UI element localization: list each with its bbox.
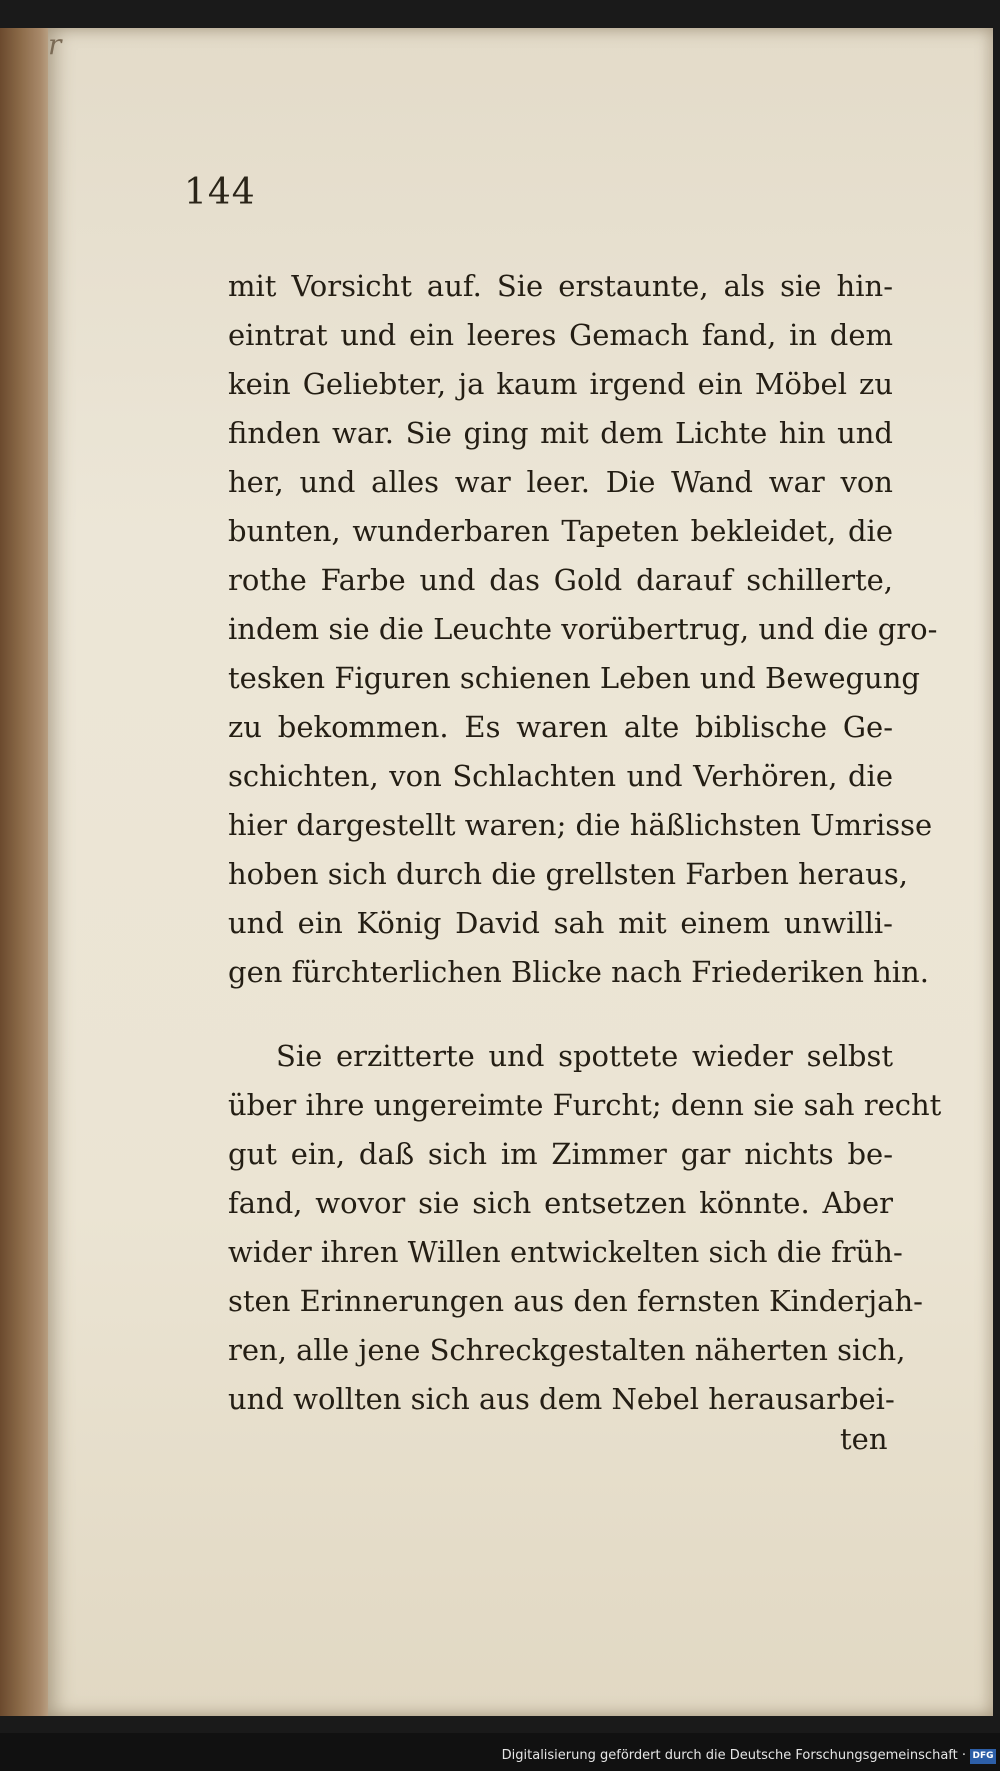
paragraph-2 xyxy=(228,1032,942,1424)
text-line: her, und alles war leer. Die Wand war von xyxy=(228,465,893,499)
footer-bar xyxy=(0,1733,1000,1771)
text-line: ren, alle jene Schreckgestalten näherten sich, xyxy=(228,1333,906,1367)
text-line: gut ein, daß sich im Zimmer gar nichts be- xyxy=(228,1137,893,1171)
digitization-credit: Digitalisierung gefördert durch die Deutsche Forschungsgemeinschaft · xyxy=(501,1748,966,1763)
text-line: und wollten sich aus dem Nebel herausarbei- xyxy=(228,1382,895,1416)
text-line: zu bekommen. Es waren alte biblische Ge- xyxy=(228,710,893,744)
text-line: schichten, von Schlachten und Verhören, die xyxy=(228,759,893,793)
text-line: und ein König David sah mit einem unwilli- xyxy=(228,906,893,940)
text-line: Sie erzitterte und spottete wieder selbst xyxy=(276,1039,893,1073)
text-line: sten Erinnerungen aus den fernsten Kinderjah- xyxy=(228,1284,923,1318)
text-line: wider ihren Willen entwickelten sich die früh- xyxy=(228,1235,903,1269)
text-line: indem sie die Leuchte vorübertrug, und die gro- xyxy=(228,612,938,646)
text-line: hier dargestellt waren; die häßlichsten Umrisse xyxy=(228,808,933,842)
text-line: bunten, wunderbaren Tapeten bekleidet, die xyxy=(228,514,893,548)
text-line: eintrat und ein leeres Gemach fand, in dem xyxy=(228,318,893,352)
text-line: fand, wovor sie sich entsetzen könnte. Aber xyxy=(228,1186,893,1220)
paragraph-1 xyxy=(228,262,938,997)
text-line: gen fürchterlichen Blicke nach Friederiken hin. xyxy=(228,955,929,989)
corner-pencil-mark: r xyxy=(48,28,62,61)
text-line: kein Geliebter, ja kaum irgend ein Möbel zu xyxy=(228,367,893,401)
page-number: 144 xyxy=(184,172,256,213)
dfg-logo: DFG xyxy=(970,1749,996,1764)
text-line: mit Vorsicht auf. Sie erstaunte, als sie hin- xyxy=(228,269,893,303)
text-line: tesken Figuren schienen Leben und Bewegung xyxy=(228,661,920,695)
text-line: hoben sich durch die grellsten Farben heraus, xyxy=(228,857,908,891)
catchword: ten xyxy=(840,1422,888,1456)
text-line: rothe Farbe und das Gold darauf schillerte, xyxy=(228,563,893,597)
text-line: finden war. Sie ging mit dem Lichte hin und xyxy=(228,416,893,450)
text-line: über ihre ungereimte Furcht; denn sie sah recht xyxy=(228,1088,942,1122)
